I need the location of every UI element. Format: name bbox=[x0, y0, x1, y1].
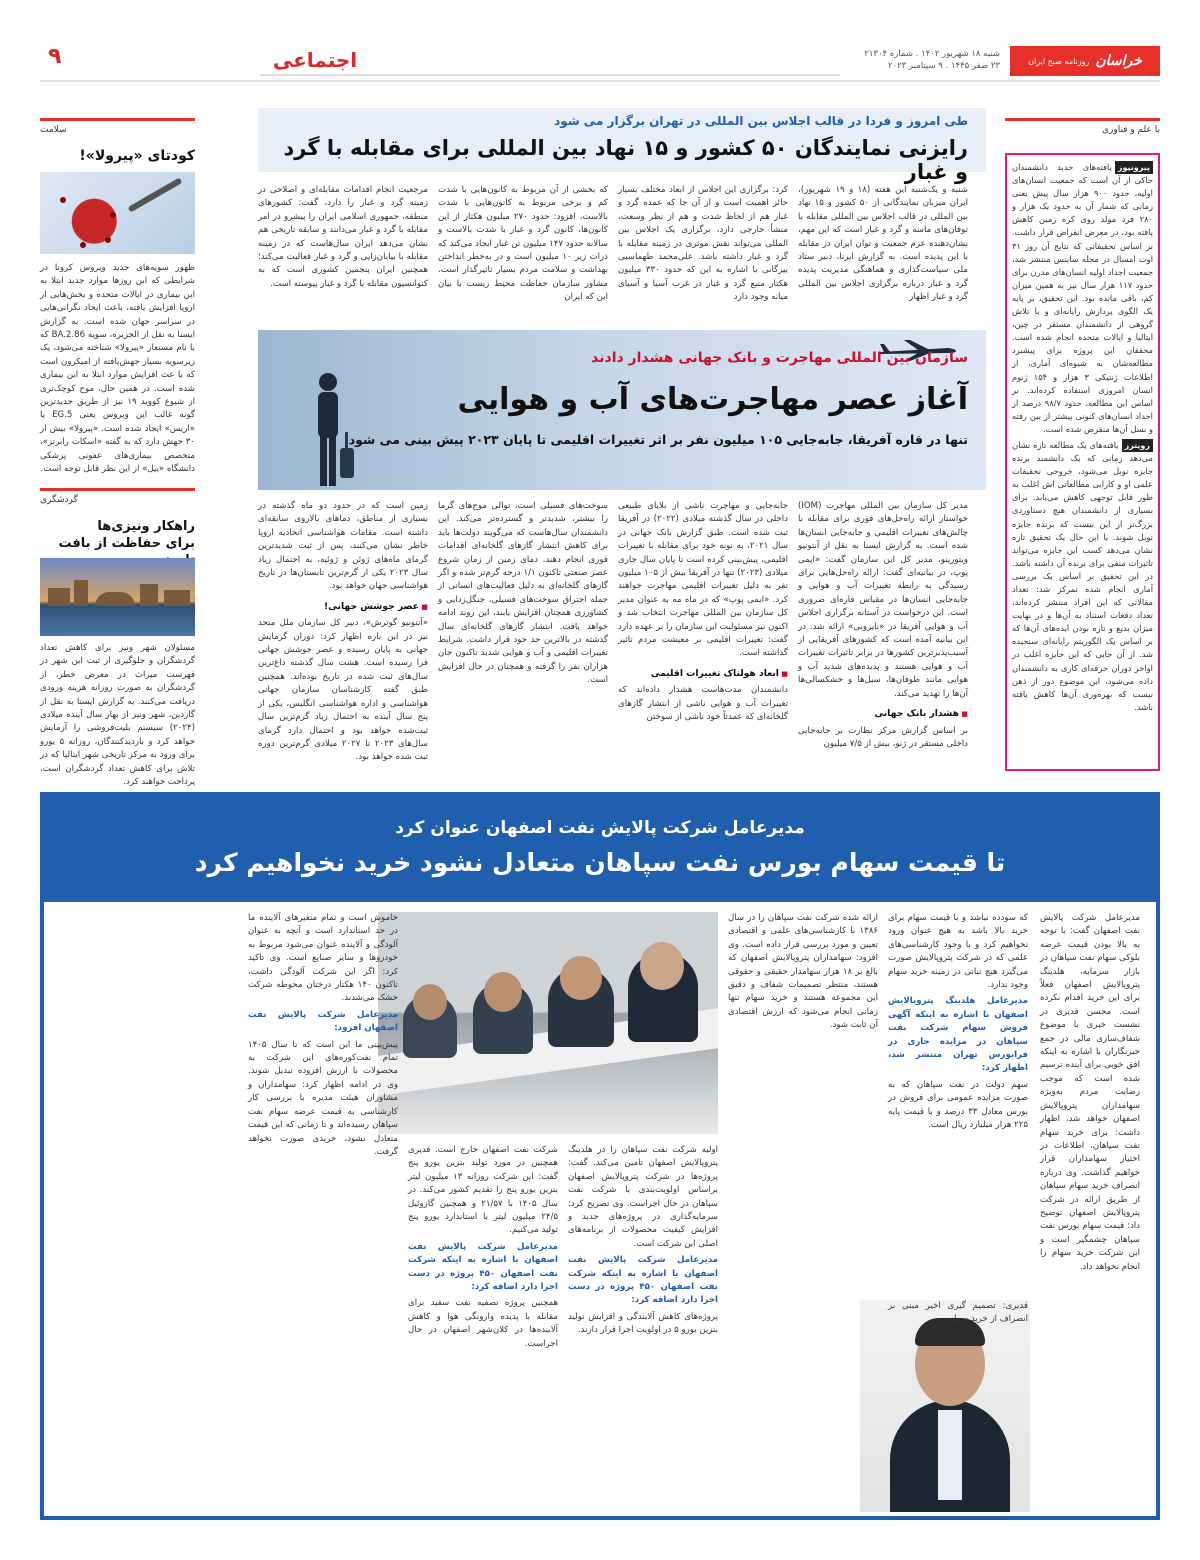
advertorial-col6-highlight: مدیرعامل شرکت پالایش نفت اصفهان افزود: bbox=[248, 1009, 398, 1034]
brand-tagline: روزنامه صبح ایران bbox=[1028, 56, 1090, 66]
virus-spike bbox=[80, 242, 86, 248]
advertorial-column-1: مدیرعامل شرکت پالایش نفت اصفهان گفت: با توجه به بالا بودن قیمت عرضه بلوکی سهام نفت سپاهان در بازار سرمایه، هلدینگ پتروپالایش اصفهان فعلاً برای این خرید اقدام نکرده است. محسن قدیری در نشست خبری با موضوع شفاف‌سازی مالی در جمع خبرنگاران با اشاره به اینکه افق خوبی برای آینده ترسیم شده است که موجب رضایت مردم به‌ویژه سهامداران پتروپالایش اصفهان خواهد شد، اظهار داشت: برای خرید سهام نفت سپاهان، اطلاعات در اختیار سهامداران قرار خواهیم گذاشت. وی درباره انصراف خرید سهام سپاهان از طریق ارائه در شرکت پتروپالایش اصفهان توضیح داد: قیمت سهام بورس نفت سپاهان چشمگیر است و این شرکت خرید سهام را انجام نخواهد داد. bbox=[1040, 913, 1140, 1272]
advertorial-column-6 bbox=[248, 912, 398, 1512]
advertorial-kicker: مدیرعامل شرکت پالایش نفت اصفهان عنوان کرد bbox=[395, 818, 805, 838]
advertorial-col5-highlight: مدیرعامل شرکت پالایش نفت اصفهان با اشاره به اینکه شرکت نفت اصفهان ۴۵۰ پروژه در دست اجرا دارد اضافه کرد: bbox=[408, 1241, 558, 1293]
brand-name: خراسان bbox=[1095, 53, 1142, 69]
article2-subhead-2: ■ ابعاد هولناک تغییرات اقلیمی bbox=[618, 667, 788, 681]
article2-headline[interactable]: آغاز عصر مهاجرت‌های آب و هوایی bbox=[457, 382, 968, 417]
article1-kicker: طی امروز و فردا در قالب اجلاس بین المللی در تهران برگزار می شود bbox=[554, 114, 968, 128]
virus-illustration bbox=[40, 172, 195, 254]
advertorial-col6b-text: پیش‌بینی ما این است که تا سال ۱۴۰۵ تمام نفت‌کوره‌های این شرکت به محصولات با ارزش افزوده تبدیل شوند. وی در ادامه اظهار کرد: سهامداران و مشاوران هیئت مدیره با بررسی کار کارشناسی به قیمت عرضه سهام نفت سپاهان رسیده‌اند و تا زمانی که این قیمت متعادل نشود، خریدی صورت نخواهد گرفت. bbox=[248, 1039, 398, 1157]
article2-column-2 bbox=[618, 500, 788, 772]
article2-column-3: سوخت‌های فسیلی است، توالی موج‌های گرما را بیشتر، شدیدتر و گسترده‌تر می‌کند. این دانشمندان سال‌هاست که می‌گویند دولت‌ها باید برای کاهش انتشار گازهای گلخانه‌ای اقدامات فوری انجام دهند. دمای زمین از زمان شروع عصر صنعتی تاکنون ۱/۱ درجه گرم‌تر شده و اگر گازهای گلخانه‌ای به دلیل فعالیت‌های انسانی از جمله احتراق سوخت‌های فسیلی، جنگل‌زدایی و کشاورزی همچنان افزایش یابند، این روند ادامه خواهد یافت. انتشار گازهای گلخانه‌ای سال گذشته در بالاترین حد خود قرار داشت. شرایط تغییرات اقلیمی و آب و هوایی شدید تاکنون جان هزاران نفر را گرفته و همچنان در حال افزایش است. bbox=[438, 501, 608, 686]
science-paragraph-1: یافته‌های جدید دانشمندان حاکی از آن است که جمعیت انسان‌های اولیه، حدود ۹۰۰ هزار سال پیش یعنی زمانی که شمار آن به حدود یک هزار و ۲۸۰ فرد مولد روی کره زمین کاهش یافته بود، در معرض انقراض قرار داشت. بر اساس تحقیقاتی که نتایج آن روز ۳۱ اوت امسال در مجله ساینس منتشر شد، جمعیت اجداد اولیه انسان‌های مدرن برای حدود ۱۱۷ هزار سال نیز به همین میزان کم، باقی مانده بود. این تحقیق، بر پایه یک الگوی پردازش رایانه‌ای و با تلاش گروهی از دانشمندان مستقر در چین، ایتالیا و ایالات متحده انجام شده است. محققان این پروژه برای پیشبرد مطالعه‌شان به شیوه‌ای آماری، از اطلاعات ژنتیکی ۳ هزار و ۱۵۴ ژنوم انسان امروزی استفاده کرده‌اند. بر اساس این مطالعه، حدود ۹۸/۷ درصد از اجداد انسان‌های کنونی پیشتر از بین رفته و نسل آن‌ها منقرض شده است. bbox=[1012, 162, 1153, 434]
advertorial-col6-text: خاموش است و تمام متغیرهای آلاینده ما در حد استاندارد است و آنچه به عنوان آلودگی و آلاینده عنوان می‌شود مربوط به خودروها و سایر صنایع است. وی تاکید کرد: اگر این شرکت آلودگی داشت، تاکنون ۱۴۰ هکتار درختان محوطه شرکت خشک می‌شدند. bbox=[248, 913, 398, 1004]
article2-col4b-text: «آنتونیو گوترش»، دبیر کل سازمان ملل متحد نیز در این باره اظهار کرد: دوران گرمایش جهانی به پایان رسیده و عصر جوشش جهانی فرا رسیده است. هشت سال گذشته داغ‌ترین سال‌های ثبت شده در تاریخ بوده‌اند. همچنین طبق گفته کارشناسان سازمان جهانی هواشناسی و اداره هواشناسی انگلیس، یکی از پنج سال آینده به احتمال زیاد گرم‌ترین سال ثبت‌شده خواهد بود و احتمال دارد گرمای سال‌های ۲۰۲۳ تا ۲۰۲۷ میلادی گرم‌ترین دوره ثبت شده خواهد بود. bbox=[258, 618, 428, 763]
brand-logo[interactable] bbox=[1010, 46, 1160, 76]
article1-column-1: شنبه و یک‌شنبه این هفته (۱۸ و ۱۹ شهریور)، ایران میزبان نمایندگانی از ۵۰ کشور و ۱۵ نهاد بین المللی در قالب اجلاس بین المللی مقابله با توفان‌های ماسه و گرد و غبار است که این مهم، نشان‌دهنده عزم جمعیت و توان ایران در مقابله با این پدیده است. به گزارش ایرنا، دبیر ستاد ملی سیاست‌گذاری و هماهنگی مدیریت پدیده گرد و غبار درباره برگزاری اجلاس بین المللی گرد و غبار اظهار bbox=[798, 185, 968, 303]
health-headline[interactable]: کودتای «پیرولا»! bbox=[79, 148, 195, 164]
source-badge: پیرونیوز bbox=[1115, 161, 1153, 174]
masthead-divider bbox=[40, 80, 1160, 82]
advertorial-column-3: ارائه شده شرکت نفت سپاهان را در سال ۱۳۸۶ با کارشناسی‌های علمی و اقتصادی تعیین و مورد بررسی قرار داده است. وی افزود: سهامداران پتروپالایش اصفهان که بالغ بر ۱۸ هزار سهامدار حقیقی و حقوقی هستند، منتظر تصمیمات شفاف و دقیق این مجموعه هستند و خرید سهام تنها زمانی انجام می‌شود که ارزش اقتصادی آن ثابت شود. bbox=[728, 913, 878, 1031]
virus-spike bbox=[60, 197, 66, 203]
science-news-box bbox=[1005, 153, 1160, 771]
article1-headline[interactable]: رایزنی نمایندگان ۵۰ کشور و ۱۵ نهاد بین المللی برای مقابله با گرد و غبار bbox=[283, 136, 968, 184]
virus-spike bbox=[105, 237, 111, 243]
building-shape bbox=[140, 584, 158, 606]
advertorial-column-7 bbox=[88, 912, 238, 1512]
health-article-text: ظهور سویه‌های جدید ویروس کرونا در شرایطی که این روزها موارد جدید ابتلا به این بیماری در ایالات متحده و بخش‌هایی از اروپا افزایش یافته، باعث ایجاد نگرانی‌هایی در سراسر جهان شده است. به گزارش ایسنا به نقل از الجزیره، سویه BA.2.86 که با نام مستعار «پیرولا» شناخته می‌شود، یک زیرسویه بسیار جهش‌یافته از امیکرون است که با عث افزایش موارد ابتلا به این بیماری شده است. در همین حال، موج کوچک‌تری از شیوع کووید ۱۹ نیز از طریق جدیدترین گونه غالب این ویروس یعنی EG.5 یا «اریس» ایجاد شده است. «پیرولا» بیش از ۳۰ جهش دارد که به گفته «اسکات رابرتز»، متخصص بیماری‌های عفونی پزشکی دانشگاه «ییل» از این نظر قابل توجه است. bbox=[40, 263, 195, 475]
advertorial-col5b-text: همچنین پروژه تصفیه نفت سفید برای مقابله با پدیده وارونگی هوا و کاهش آلاینده‌ها در کلان‌شهر اصفهان در حال اجراست. bbox=[408, 1298, 558, 1349]
building-shape bbox=[74, 580, 88, 606]
article2-col2-text: جابه‌جایی و مهاجرت ناشی از بلایای طبیعی داخلی در سال گذشته میلادی (۲۰۲۲) در آفریقا ثبت شده است. طبق گزارش بانک جهانی در سال ۲۰۲۱، به نوبه خود برای مقابله با تغییرات اقلیمی، پیش‌بینی کرده است تا پایان سال جاری میلادی (۲۰۲۳) تنها در آفریقا بیش از ۱۰۵ میلیون نفر به دلیل تغییرات اقلیمی مهاجرت خواهند کرد. «ایمی پوپ» که در ماه مه به عنوان مدیر کل سازمان بین المللی مهاجرت انتخاب شد و اکنون نیز مسئولیت این سازمان را بر عهده دارد گفت: تغییرات اقلیمی بر معیشت مردم تاثیر گذاشته است. bbox=[618, 501, 789, 659]
source-badge-2: رویترز bbox=[1122, 439, 1153, 452]
science-news-text bbox=[1012, 161, 1153, 714]
bridge-shape bbox=[95, 592, 135, 606]
advertorial-col2-highlight: مدیرعامل هلدینگ پتروپالایش اصفهان با اشاره به اینکه آگهی فروش سهام شرکت نفت سپاهان در مزایده جاری در فرابورس تهران منتشر شد، اظهار کرد: bbox=[888, 996, 1028, 1074]
advertorial-column-2 bbox=[888, 912, 1028, 1292]
page-number: ۹ bbox=[48, 44, 62, 69]
article2-col1-text: مدیر کل سازمان بین المللی مهاجرت (IOM) خواستار ارائه راه‌حل‌های فوری برای مقابله با چالش‌های تغییرات اقلیمی و جابه‌جایی انسان‌ها شده است. به گزارش ایسنا به نقل از آنتونیو ویتورینو، مدیر کل این سازمان گفت: «ایمی پوپ، در بیانیه‌ای گفت: ارائه راه‌حل‌هایی برای رسیدگی به رابطه تغییرات آب و هوایی و جابه‌جایی انسان‌ها در مقیاس فاره‌ای ضروری است. این درخواست در آستانه برگزاری اجلاس آب و هوایی آفریقا در «نایروبی» ارائه شد. در این بیانیه آمده است که کشورهای آفریقایی از آسیب‌پذیرترین کشورها در برابر تاثیرات تغییرات آب و هوایی هستند و پدیده‌های شدید آب و هوایی مانند طوفان‌ها، سیل‌ها و خشکسالی‌ها آن‌ها را تهدید می‌کند. bbox=[798, 501, 968, 699]
advertorial-headline[interactable]: تا قیمت سهام بورس نفت سپاهان متعادل نشود خرید نخواهیم کرد bbox=[194, 848, 1006, 877]
article1-column-2: کرد: برگزاری این اجلاس از ابعاد مختلف بسیار حائز اهمیت است و از آن جا که عمده گرد و غبار هم از لحاظ شدت و هم از نظر وسعت، منشأ خارجی دارد، برگزاری یک اجلاس بین المللی می‌تواند نقش موثری در زمینه مقابله با گرد و غبار داشته باشد. علی‌محمد طهماسبی بیرگانی با اشاره به این که حدود ۳۳۰ میلیون هکتار منبع گرد و غبار در غرب آسیا و آسیای میانه وجود دارد bbox=[618, 185, 788, 303]
speaker-head bbox=[413, 984, 447, 1020]
section-title: اجتماعی bbox=[272, 48, 358, 72]
advertorial-col2b-text: سهم دولت در نفت سپاهان که به صورت مزایده عمومی برای فروش در بورس معادل ۳۳ درصد و با قیمت پایه ۲۲۵ هزار میلیارد ریال است. bbox=[888, 1079, 1028, 1131]
traveler-silhouette-icon bbox=[298, 370, 358, 490]
speaker-head bbox=[640, 942, 684, 990]
article1-column-4: مرجعیت انجام اقدامات مقابله‌ای و اصلاحی در زمینه گرد و غبار را دارد، گفت: کشورهای منطقه، جمهوری اسلامی ایران را پیشرو در امر مقابله با گرد و غبار می‌دانند و سابقه تاریخی هم نشان می‌دهد ایران سال‌هاست که در زمینه مقابله با بیابان‌زایی و گرد و غبار فعالیت می‌کند؛ همچنین ایران پنجمین کشوری است که به کنوانسیون مقابله با گرد و غبار پیوسته است. bbox=[258, 185, 428, 289]
press-conference-photo bbox=[378, 912, 718, 1134]
article2-kicker: سازمان بین المللی مهاجرت و بانک جهانی هشدار دادند bbox=[591, 350, 968, 366]
advertorial-col2-text: که سودده نباشد و با قیمت سهام برای خرید بالا باشد به هیچ عنوان ورود نخواهیم کرد و با وجود کارشناسی‌های علمی که در شرکت پتروپالایش صورت می‌گیرد هیچ تبانی در زمینه خرید سهام وجود ندارد. bbox=[888, 913, 1028, 991]
health-section-label: سلامت bbox=[40, 118, 195, 140]
syringe-icon bbox=[128, 177, 183, 212]
issue-date-line: شنبه ۱۸ شهریور ۱۴۰۲ . شماره ۲۱۳۰۴ bbox=[864, 49, 1000, 59]
travel-section-label: گردشگری bbox=[40, 488, 195, 510]
advertorial-header bbox=[40, 792, 1160, 902]
article2-col4-text: زمین است که در حدود دو ماه گذشته در بسیاری از مناطق، دماهای بالاروی سابقه‌ای داشته است. مقامات هواشناسی اتحادیه اروپا خاطر نشان می‌کنند، پس از ثبت شدیدترین گرمای ماه‌های ژوئن و ژوئیه، به احتمال زیاد سال ۲۰۲۳ یکی از گرم‌ترین تابستان‌ها در تاریخ هواشناسی جهان خواهد بود. bbox=[258, 501, 428, 592]
venice-photo bbox=[40, 558, 195, 636]
science-section-label: با علم و فناوری bbox=[1005, 118, 1160, 138]
article2-subheadline: تنها در قاره آفریقا، جابه‌جایی ۱۰۵ میلیون نفر بر اثر تغییرات اقلیمی تا پایان ۲۰۲۳ پیش بینی می شود bbox=[348, 432, 968, 447]
advertorial-column-4 bbox=[568, 1144, 718, 1512]
building-shape bbox=[48, 588, 70, 606]
article2-column-4 bbox=[258, 500, 428, 772]
advertorial-col4b-text: پروژه‌های کاهش آلایندگی و افزایش تولید بنزین یورو ۵ در اولویت اجرا قرار دارند. bbox=[568, 1311, 718, 1336]
virus-spike bbox=[110, 212, 116, 218]
travel-headline-line-2: برای حفاظت از بافت bbox=[58, 536, 195, 551]
article2-subhead-1: ■ هشدار بانک جهانی bbox=[798, 707, 968, 721]
advertorial-col5-text: شرکت نفت اصفهان خارج است. قدیری همچنین در مورد تولید بنزین یورو پنج گفت: این شرکت روزانه ۱۳ میلیون لیتر بنزین یورو پنج را تقدیم کشور می‌کند. در سال ۱۴۰۵ با ۲۱/۵۷ و همچنین گازوئیل ۲۴/۵ میلیون لیتر با استاندارد یورو پنج تولید می‌کنیم. bbox=[408, 1145, 558, 1236]
advertorial-column-5 bbox=[408, 1144, 558, 1512]
speaker-head bbox=[560, 956, 602, 1000]
issue-date-line-2: ۲۳ صفر ۱۴۴۵ . ۹ سپتامبر ۲۰۲۳ bbox=[887, 61, 1000, 71]
article2-col2b-text: دانشمندان مدت‌هاست هشدار داده‌اند که تغییرات آب و هوایی ناشی از انتشار گازهای گلخانه‌ای که عمدتاً خود ناشی از سوختن bbox=[618, 685, 788, 723]
advertorial-col4-highlight: مدیرعامل شرکت پالایش نفت اصفهان با اشاره به اینکه شرکت نفت اصفهان ۴۵۰ پروژه در دست اجرا دارد اضافه کرد: bbox=[568, 1255, 718, 1306]
building-shape bbox=[164, 590, 190, 606]
article2-col1b-text: بر اساس گزارش مرکز نظارت بر جابه‌جایی داخلی مستقر در ژنو، بیش از ۷/۵ میلیون bbox=[798, 725, 968, 749]
advertorial-col4-text: اولیه شرکت نفت سپاهان را در هلدینگ پتروپالایش اصفهان تامین می‌کند. گفت: پروژه‌ها در شرکت پتروپالایش اصفهان براساس اولویت‌بندی با شرکت نفت سپاهان در حال اجراست. وی تصریح کرد: سرمایه‌گذاری در پروژه‌های جدید و افزایش کیفیت محصولات از برنامه‌های اصلی این شرکت است. bbox=[568, 1145, 718, 1249]
article1-column-3: که بخشی از آن مربوط به کانون‌هایی با شدت کم و برخی مربوط به کانون‌هایی با شدت بالاست، افزود: حدود ۲۷۰ میلیون هکتار از این کانون‌ها، کانون گرد و غبار با شدت بالاست و سالانه حدود ۱۴۷ میلیون تن غبار ایجاد می‌کند که ذرات زیر ۱۰ میلیون است و در به‌خطر انداختن بهداشت و سلامت مردم بسیار تاثیرگذار است. مشاور سازمان حفاظت محیط زیست با بیان این که ایران bbox=[438, 185, 609, 303]
travel-headline-line-1: راهکار ونیزی‌ها bbox=[97, 519, 195, 534]
article2-subhead-3: ■ عصر جوشش جهانی! bbox=[258, 600, 428, 614]
travel-article-text: مسئولان شهر ونیز برای کاهش تعداد گردشگران و جلوگیری از ثبت این شهر در فهرست میراث در معرض خطر، از گردشگران به صورت روزانه هزینه ورودی دریافت می‌کنند. به گزارش ایسنا به نقل از گاردین، شهر ونیز از بهار سال آینده میلادی (۲۰۲۴) سیستم بلیت‌فروشی را آزمایش خواهد کرد و بازدیدکنندگان، روزانه ۵ یورو برای ورود به مرکز تاریخی شهر ایتالیا که در تلاش برای کاهش تعداد گردشگران است، پرداخت خواهند کرد. bbox=[40, 643, 195, 788]
speaker-head bbox=[484, 972, 522, 1012]
article2-column-1 bbox=[798, 500, 968, 772]
science-paragraph-2: یافته‌های یک مطالعه تازه نشان می‌دهد زمانی که یک دانشمند برنده جایزه نوبل می‌شود، خروجی تحقیقات علمی او و کارایی مطالعاتی اش اغلب به طور قابل توجهی کاهش می‌یابد. برای بسیاری از دانشمندان هیچ دستاوردی بزرگ‌تر از این نیست که برنده جایزه نوبل شوند. با این حال یک تحقیق تازه نشان می‌دهد کسب این جایزه می‌تواند تاثیرات منفی برای برنده آن داشته باشد. در این تحقیق بر اساس یک بررسی آماری انجام شده تمرکز شد: تعداد مقالاتی که این افراد منتشر کرده‌اند، تعداد دفعات استناد به آن‌ها و در نهایت میزان بدیع و تازه بودن ایده‌های آن‌ها که بر اساس یک الگوریتم رایانه‌ای سنجیده شد. از آن جایی که این جایزه اغلب در اواخر دوران حرفه‌ای کاری به دانشمندان داده می‌شود، این موضوع دور از ذهن نیست که بهره‌وری آن‌ها کاهش یافته باشد. bbox=[1012, 439, 1153, 712]
advertorial-ceo-caption: قدیری: تصمیم گیری اخیر مبنی بر انصراف از خرید سهام bbox=[888, 1301, 1028, 1325]
